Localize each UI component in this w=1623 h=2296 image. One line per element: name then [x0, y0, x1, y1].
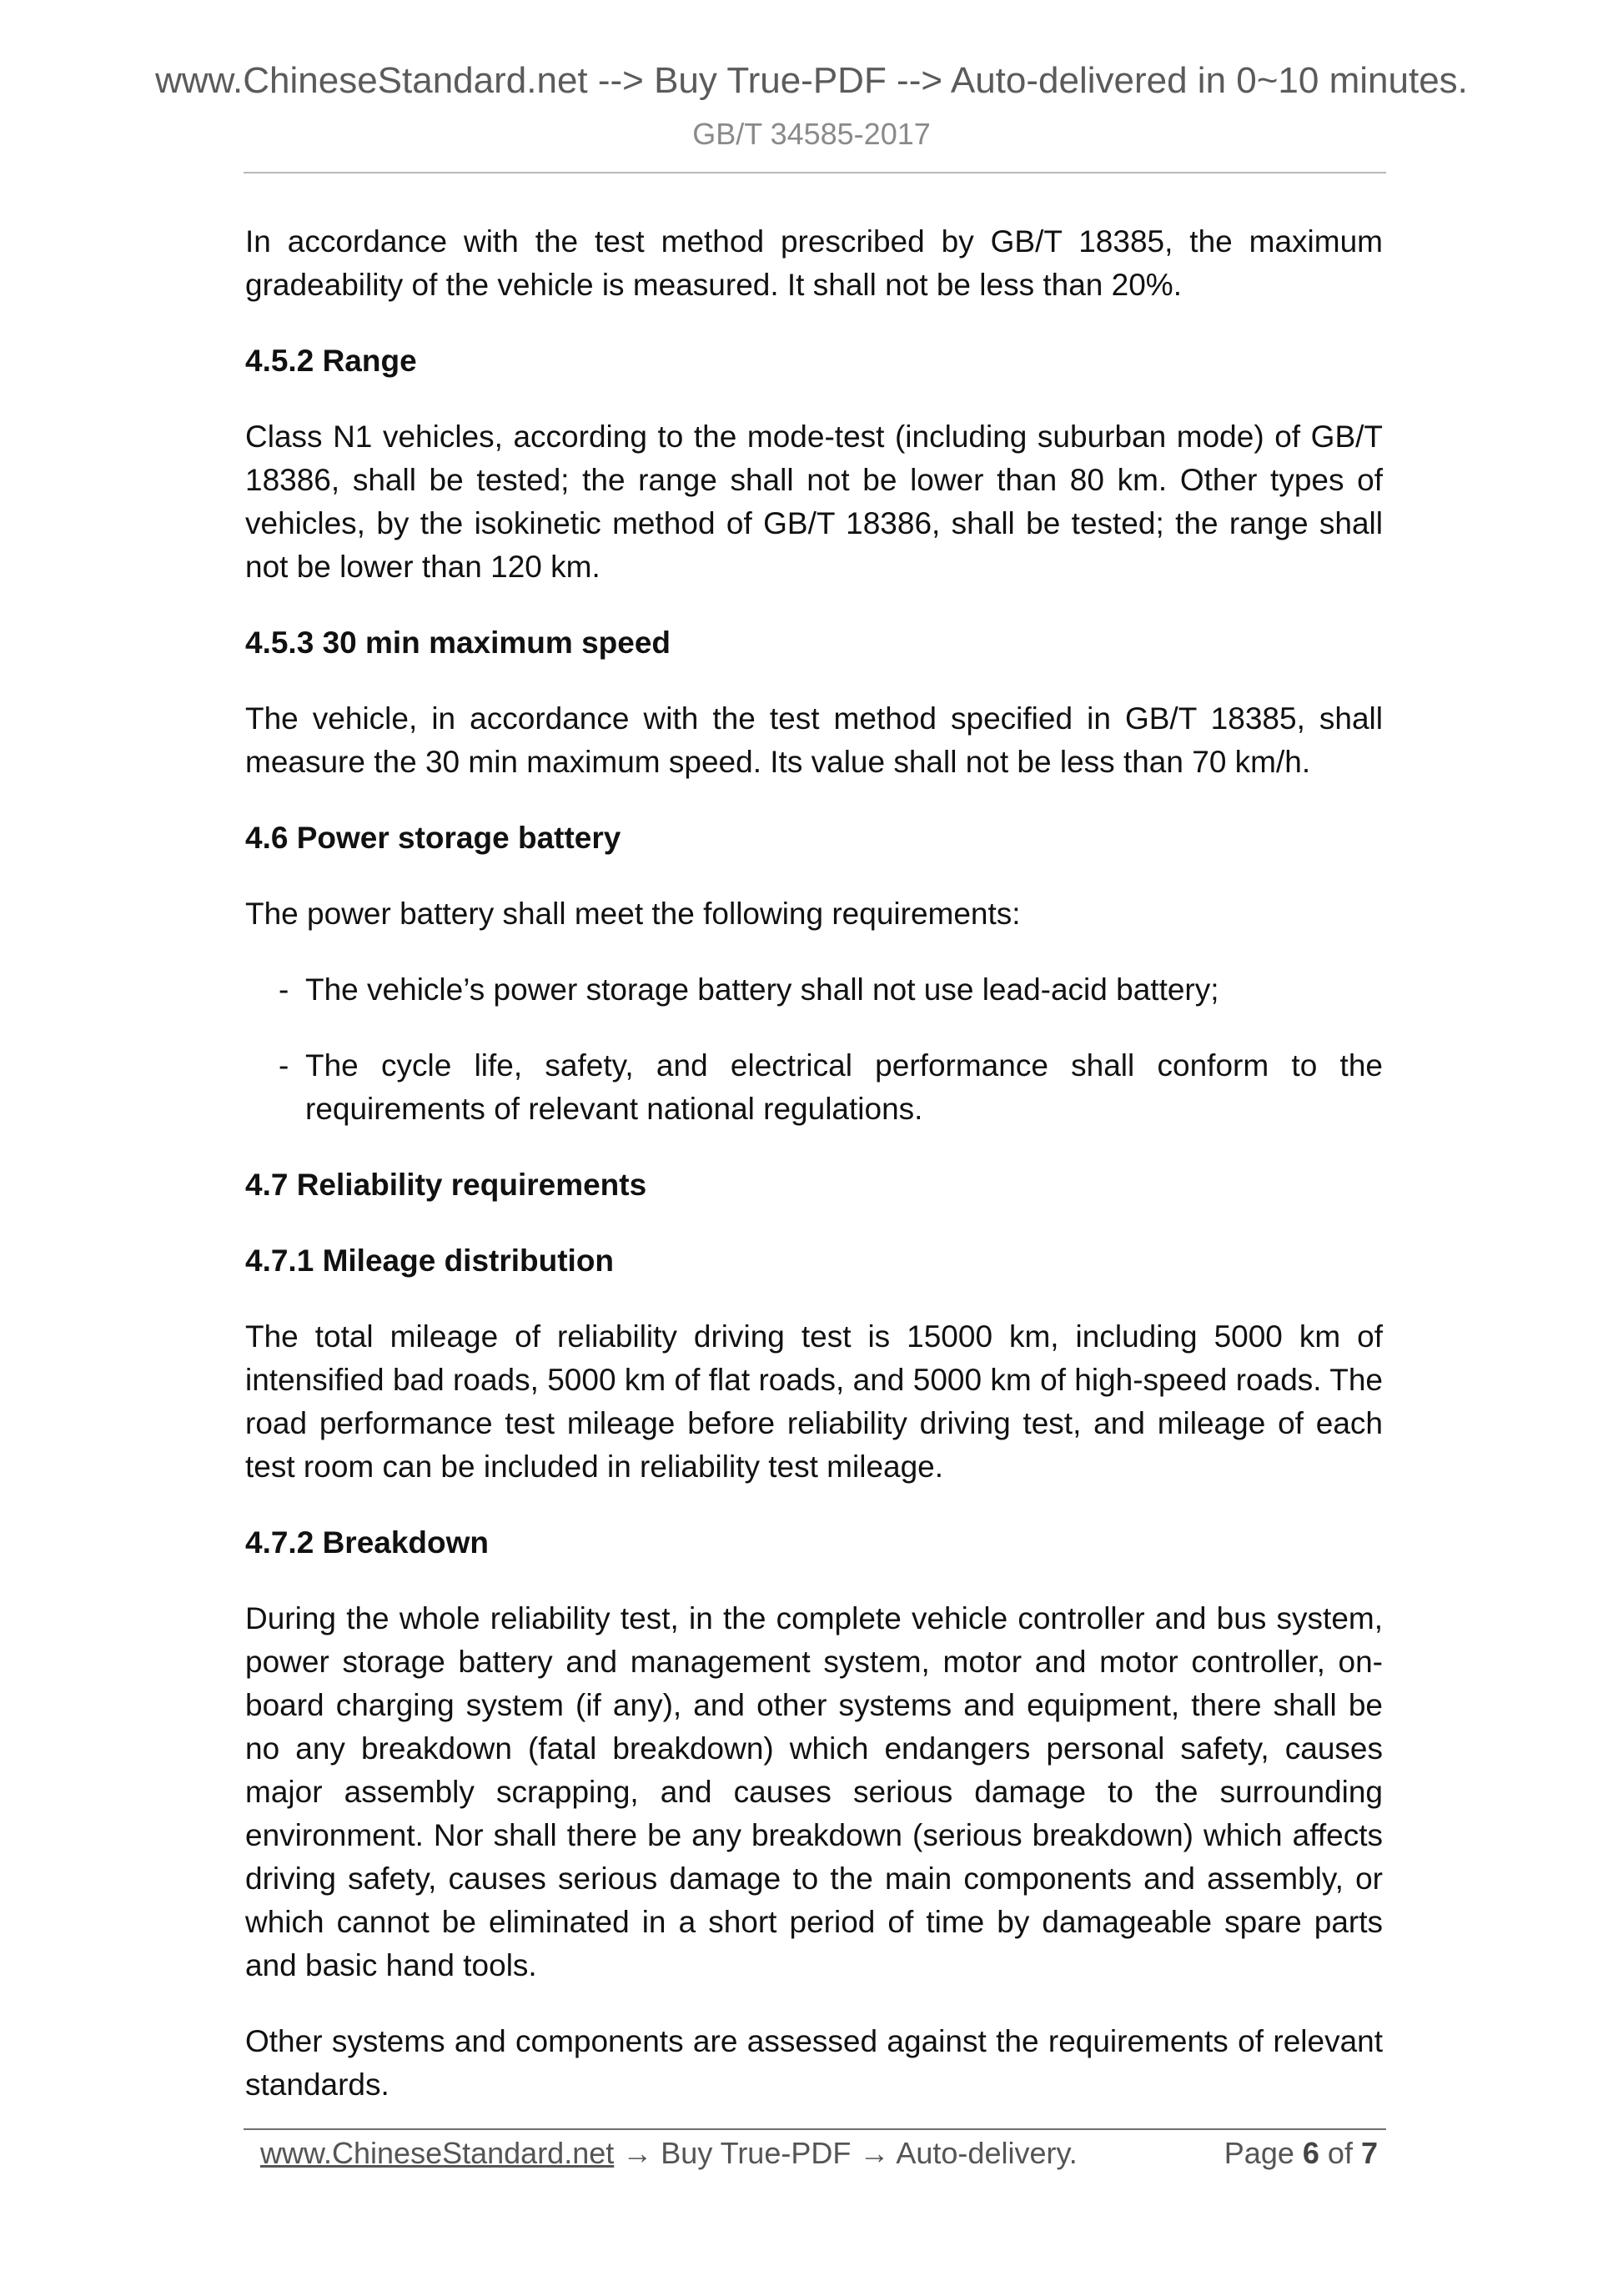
- page-footer: [260, 2133, 1378, 2174]
- paragraph-gradeability: In accordance with the test method prescribed by GB/T 18385, the maximum gradeability of the vehicle is measured. It shall not be less than 20%.: [245, 224, 1383, 302]
- arrow-right-icon: →: [622, 2136, 653, 2170]
- footer-delivery-text: Auto-delivery.: [896, 2136, 1078, 2170]
- footer-buy-text: Buy True-PDF: [661, 2136, 852, 2170]
- bullet-dash: -: [279, 972, 289, 1007]
- bullet-text: The cycle life, safety, and electrical performance shall conform to the requirements of relevant national regulations.: [305, 1048, 1383, 1126]
- heading-breakdown: 4.7.2 Breakdown: [245, 1525, 490, 1560]
- header-banner: www.ChineseStandard.net --> Buy True-PDF --> Auto-delivered in 0~10 minutes.: [155, 60, 1468, 101]
- paragraph-max-speed: The vehicle, in accordance with the test method specified in GB/T 18385, shall measure the 30 min maximum speed. Its value shall not be less than 70 km/h.: [245, 701, 1383, 779]
- paragraph-breakdown: During the whole reliability test, in the complete vehicle controller and bus system, power storage battery and management system, motor and motor controller, on-board charging system (if any), and other systems and equipment, there shall be no any breakdown (fatal breakdown) which endangers personal safety, causes major assembly scrapping, and causes serious damage to the surrounding environment. Nor shall there be any breakdown (serious breakdown) which affects driving safety, causes serious damage to the main components and assembly, or which cannot be eliminated in a short period of time by damageable spare parts and basic hand tools.: [245, 1601, 1383, 1982]
- of-label: of: [1327, 2136, 1353, 2170]
- page-current: 6: [1302, 2136, 1319, 2170]
- heading-mileage-distribution: 4.7.1 Mileage distribution: [245, 1243, 615, 1278]
- paragraph-mileage: The total mileage of reliability driving test is 15000 km, including 5000 km of intensified bad roads, 5000 km of flat roads, and 5000 km of high-speed roads. The road performance test mileage before reliability driving test, and mileage of each test room can be included in reliability test mileage.: [245, 1319, 1383, 1484]
- footer-site-link[interactable]: www.ChineseStandard.net: [260, 2136, 615, 2170]
- page-label: Page: [1224, 2136, 1294, 2170]
- heading-reliability: 4.7 Reliability requirements: [245, 1168, 647, 1202]
- footer-divider: [244, 2128, 1386, 2130]
- paragraph-range: Class N1 vehicles, according to the mode-test (including suburban mode) of GB/T 18386, shall be tested; the range shall not be lower than 80 km. Other types of vehicles, by the isokinetic method of GB/T 18386, shall be tested; the range shall not be lower than 120 km.: [245, 420, 1383, 584]
- footer-links: [260, 2133, 1078, 2174]
- heading-power-storage-battery: 4.6 Power storage battery: [245, 821, 621, 855]
- page-number: [1224, 2133, 1378, 2174]
- document-body: [245, 220, 1383, 2139]
- list-item: [279, 968, 1383, 1012]
- arrow-right-icon: →: [859, 2136, 890, 2170]
- standard-code: GB/T 34585-2017: [692, 117, 931, 151]
- paragraph-other-systems: Other systems and components are assessed against the requirements of relevant standards.: [245, 2024, 1383, 2102]
- header-divider: [244, 172, 1386, 173]
- paragraph-battery-intro: The power battery shall meet the following requirements:: [245, 897, 1021, 931]
- heading-max-speed: 4.5.3 30 min maximum speed: [245, 625, 671, 660]
- bullet-dash: -: [279, 1048, 289, 1083]
- page-total: 7: [1360, 2136, 1378, 2170]
- list-item: [279, 1044, 1383, 1131]
- heading-range: 4.5.2 Range: [245, 344, 417, 378]
- bullet-text: The vehicle’s power storage battery shall not use lead-acid battery;: [305, 972, 1219, 1007]
